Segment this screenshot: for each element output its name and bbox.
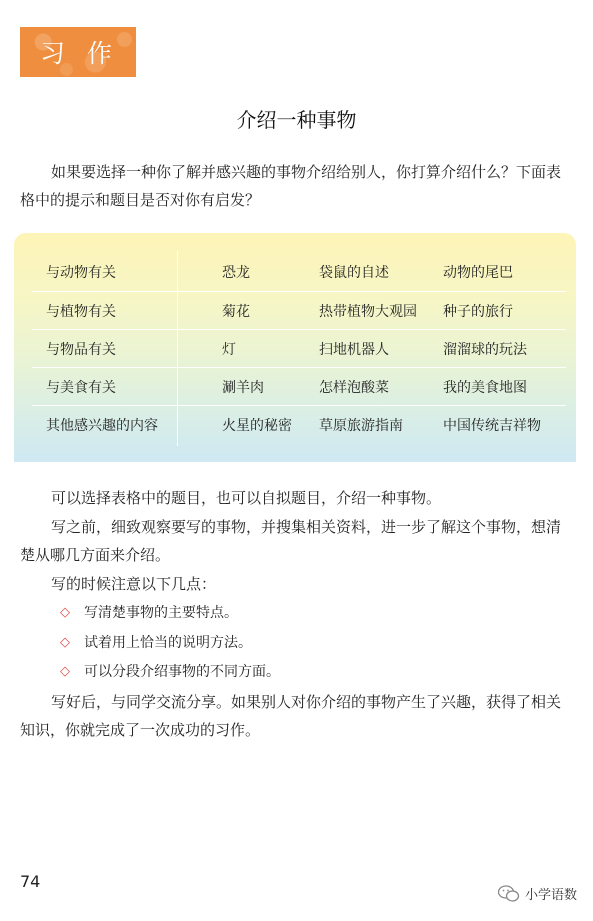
topic-cell: 热带植物大观园 [319,304,417,320]
topic-cell: 溜溜球的玩法 [443,342,527,358]
topic-cell: 中国传统吉祥物 [443,418,541,434]
topic-cell: 种子的旅行 [443,304,513,320]
instruction-paragraph: 写之前，细致观察要写的事物，并搜集相关资料，进一步了解这个事物，想清楚从哪几方面来介绍。 [20,518,562,564]
row-category: 与动物有关 [46,265,116,281]
section-badge: 习作 [20,27,136,77]
page-title: 介绍一种事物 [236,108,357,132]
topic-cell: 灯 [222,342,236,358]
topic-cell: 袋鼠的自述 [319,265,389,281]
topic-cell: 我的美食地图 [443,380,527,396]
watermark-text: 小学语数 [525,888,578,903]
row-category: 与植物有关 [46,304,116,320]
topic-cell: 恐龙 [222,265,250,281]
diamond-icon: ◇ [60,634,70,650]
row-category: 与美食有关 [46,380,116,396]
tip-text: 写清楚事物的主要特点。 [84,605,238,621]
table-row [32,368,566,406]
diamond-icon: ◇ [60,604,70,620]
topic-cell: 动物的尾巴 [443,265,513,281]
tip-text: 可以分段介绍事物的不同方面。 [84,664,280,680]
tip-item [60,661,280,681]
table-row [32,406,566,444]
instruction-paragraph: 可以选择表格中的题目，也可以自拟题目，介绍一种事物。 [51,489,442,507]
diamond-icon: ◇ [60,663,70,679]
table-row [32,253,566,291]
row-category: 与物品有关 [46,342,116,358]
topic-cell: 菊花 [222,304,250,320]
row-category: 其他感兴趣的内容 [46,418,158,434]
topic-cell: 扫地机器人 [319,342,389,358]
instruction-paragraph: 写的时候注意以下几点： [51,575,217,593]
table-row [32,292,566,330]
tip-item [60,632,252,652]
closing-paragraph: 写好后，与同学交流分享。如果别人对你介绍的事物产生了兴趣，获得了相关知识，你就完成了一次成功的习作。 [20,693,562,739]
tip-text: 试着用上恰当的说明方法。 [84,635,252,651]
topic-cell: 草原旅游指南 [319,418,403,434]
tip-item [60,602,238,622]
topic-cell: 火星的秘密 [222,418,292,434]
topic-cell: 涮羊肉 [222,380,264,396]
topic-table [14,233,576,462]
watermark [498,884,577,903]
page-number: 74 [20,872,41,891]
topic-cell: 怎样泡酸菜 [319,380,389,396]
wechat-icon [498,885,520,903]
table-row [32,330,566,368]
intro-paragraph: 如果要选择一种你了解并感兴趣的事物介绍给别人，你打算介绍什么？下面表格中的提示和题目是否对你有启发？ [20,163,562,209]
